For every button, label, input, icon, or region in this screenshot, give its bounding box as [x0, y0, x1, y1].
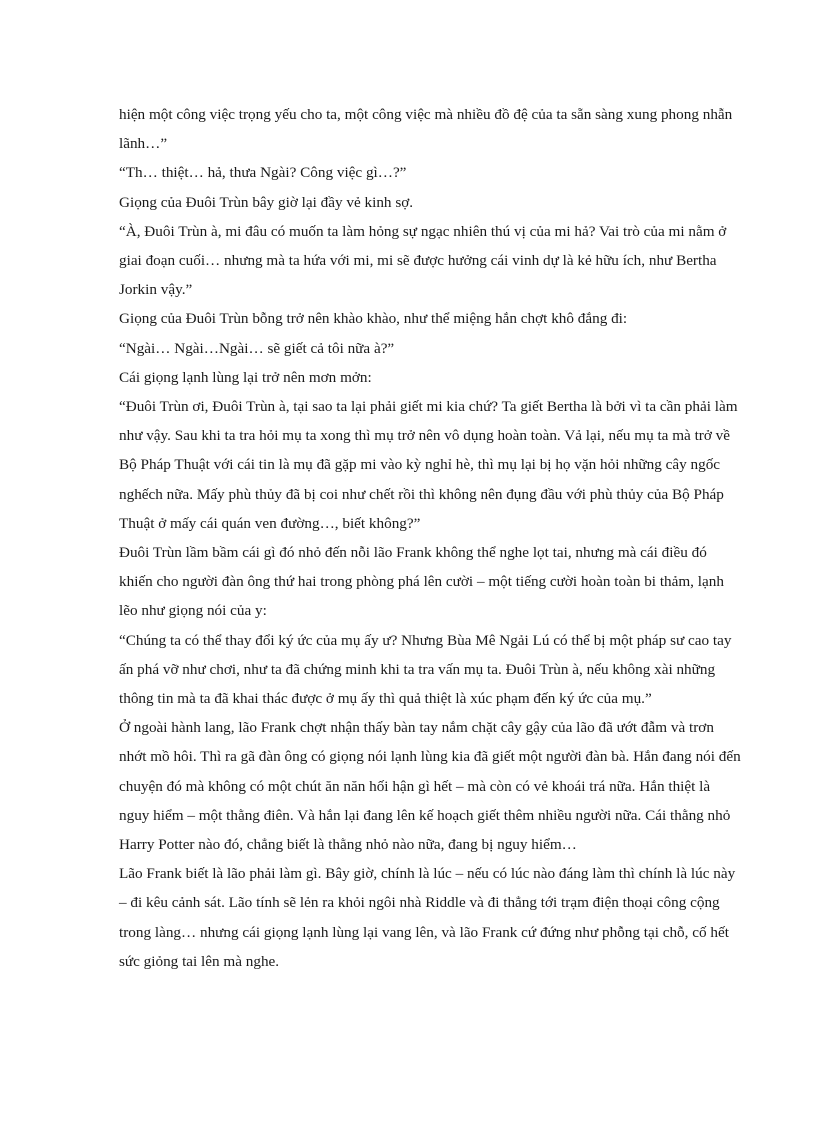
paragraph-8: “Đuôi Trùn ơi, Đuôi Trùn à, tại sao ta lại phải giết mi kia chứ? Ta giết Bertha là bởi vì ta cần phải làm như vậy. Sau khi ta tra hỏi mụ ta xong thì mụ trở nên vô dụng hoàn toàn. Vả lại, nếu mụ ta mà trở về Bộ Pháp Thuật với cái tin là mụ đã gặp mi vào kỳ nghỉ hè, thì mụ lại bị họ vặn hỏi những cây ngốc nghếch nữa. Mấy phù thủy đã bị coi như chết rồi thì không nên đụng đầu với phù thủy của Bộ Pháp Thuật ở mấy cái quán ven đường…, biết không?”	[119, 398, 738, 532]
paragraph-10: “Chúng ta có thể thay đổi ký ức của mụ ấy ư? Nhưng Bùa Mê Ngải Lú có thể bị một pháp sư cao tay ấn phá vỡ như chơi, như ta đã chứng minh khi ta tra vấn mụ ta. Đuôi Trùn à, nếu không xài những thông tin mà ta đã khai thác được ở mụ ấy thì quả thiệt là xúc phạm đến ký ức của mụ.”	[119, 631, 732, 708]
paragraph-9: Đuôi Trùn lầm bầm cái gì đó nhỏ đến nỗi lão Frank không thể nghe lọt tai, nhưng mà cái điều đó khiến cho người đàn ông thứ hai trong phòng phá lên cười – một tiếng cười hoàn toàn bi thảm, lạnh lẽo như giọng nói của y:	[119, 544, 724, 620]
paragraph-5: Giọng của Đuôi Trùn bỗng trở nên khào khào, như thể miệng hắn chợt khô đắng đi:	[119, 310, 628, 328]
paragraph-3: Giọng của Đuôi Trùn bây giờ lại đầy vẻ kinh sợ.	[119, 193, 414, 211]
document-body	[119, 100, 744, 976]
paragraph-6: “Ngài… Ngài…Ngài… sẽ giết cả tôi nữa à?”	[119, 339, 395, 357]
paragraph-11: Ở ngoài hành lang, lão Frank chợt nhận thấy bàn tay nắm chặt cây gậy của lão đã ướt đẫm và trơn nhớt mồ hôi. Thì ra gã đàn ông có giọng nói lạnh lùng kia đã giết một người đàn bà. Hắn đang nói đến chuyện đó mà không có một chút ăn năn hối hận gì hết – mà còn có vẻ khoái trá nữa. Hắn thiệt là nguy hiểm – một thằng điên. Và hắn lại đang lên kế hoạch giết thêm nhiều người nữa. Cái thằng nhỏ Harry Potter nào đó, chẳng biết là thằng nhỏ nào nữa, đang bị nguy hiểm…	[119, 719, 741, 854]
paragraph-1: hiện một công việc trọng yếu cho ta, một công việc mà nhiều đồ đệ của ta sẵn sàng xung phong nhẫn lãnh…”	[119, 106, 733, 153]
paragraph-4: “À, Đuôi Trùn à, mi đâu có muốn ta làm hỏng sự ngạc nhiên thú vị của mi hả? Vai trò của mi nằm ở giai đoạn cuối… nhưng mà ta hứa với mi, mi sẽ được hưởng cái vinh dự là kẻ hữu ích, như Bertha Jorkin vậy.”	[119, 222, 727, 299]
paragraph-12: Lão Frank biết là lão phải làm gì. Bây giờ, chính là lúc – nếu có lúc nào đáng làm thì chính là lúc này – đi kêu cảnh sát. Lão tính sẽ lẻn ra khỏi ngôi nhà Riddle và đi thẳng tới trạm điện thoại công cộng trong làng… nhưng cái giọng lạnh lùng lại vang lên, và lão Frank cứ đứng như phỗng tại chỗ, cố hết sức giỏng tai lên mà nghe.	[119, 865, 736, 970]
paragraph-2: “Th… thiệt… hả, thưa Ngài? Công việc gì…?”	[119, 164, 407, 182]
paragraph-7: Cái giọng lạnh lùng lại trở nên mơn mởn:	[119, 368, 372, 386]
